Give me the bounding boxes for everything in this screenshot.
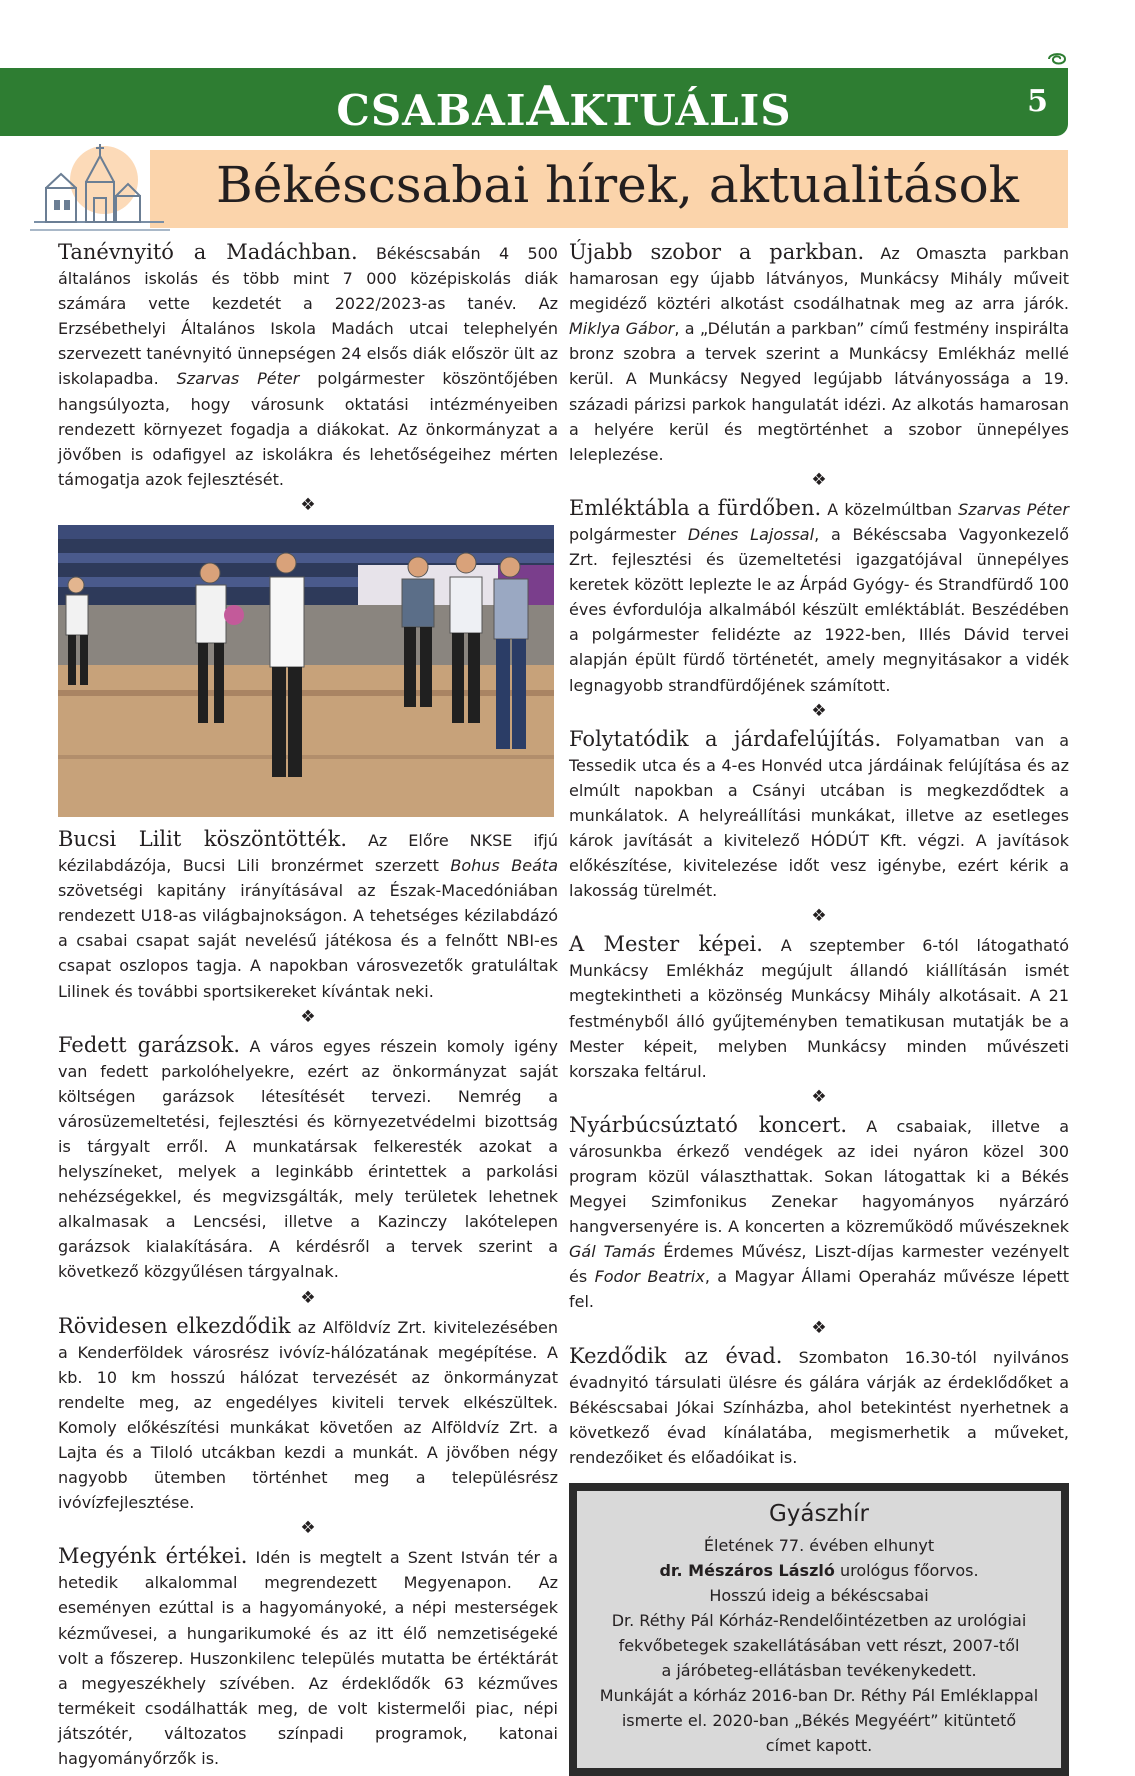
article-megyenap: Megyénk értékei. Idén is megtelt a Szent István tér a hetedik alkalommal megrendezett Megyenapon. Az eseményen ezúttal is a hagyományoké, a népi mesterségek kézművesei, a hungarikumoké és az itt élő nemzetiségeké volt a főszerep. Huszonkilenc település mutatta be értéktárát a megyeszékhely szívében. Az érdeklődők 63 kézműves termékeit csodálhatták meg, de volt kistermelői piac, népi játszótér, változatos színpadi programok, katonai hagyományőrzők is. — [58, 1544, 559, 1769]
article-emlektabla: Emléktábla a fürdőben. A közelmúltban Szarvas Péter polgármester Dénes Lajossal, a Békéscsaba Vagyonkezelő Zrt. fejlesztési és üzemeltetési igazgatójával ünnepélyes keretek között leplezte le az Árpád Gyógy- és Strandfürdő 100 éves évfordulója alkalmából készült emléktáblát. Beszédében a polgármester felidézte az 1922-ben, Illés Dávid tervei alapján épült fürdő történetét, amely megnyitásakor a vidék legnagyobb strandfürdőjének számított. — [569, 495, 1069, 695]
article-evad: Kezdődik az évad. Szombaton 16.30-tól nyilvános évadnyitó társulati ülésre és gálára várják az érdeklődőket a Békéscsabai Jókai Színházba, ahol betekintést nyerhetnek a következő évad kínálatába, megismerhetik a műveket, rendezőiket és előadóikat is. — [569, 1343, 1069, 1467]
award-photo — [58, 525, 554, 817]
article-mester-kepei: A Mester képei. A szeptember 6-tól látogatható Munkácsy Emlékház megújult állandó kiállításán ismét megtekintheti a közönség Munkácsy Mihály alkotásait. A 21 festményből álló gyűjteményben tematikusan mutatják be a Mester képeit, melyben Munkácsy minden művészeti korszaka feltárul. — [569, 932, 1069, 1081]
article-jardafelujitas: Folytatódik a járdafelújítás. Folyamatban van a Tessedik utca és a 4-es Honvéd utca járdáinak felújítása és az elmúlt napokban a Csányi utcában is megkezdődtek a munkálatok. A helyreállítási munkákat, illetve az esetleges károk javítását a kivitelező HÓDÚT Kft. végzi. A javítások előkészítése, kivitelezése időt vesz igénybe, ezért kérik a lakosság türelmét. — [569, 726, 1069, 901]
ornament-divider: ❖ — [811, 1086, 827, 1107]
article-szobor: Újabb szobor a parkban. Az Omaszta parkban hamarosan egy újabb látványos, Munkácsy Mihály műveit megidéző köztéri alkotást csodálhatnak meg az arra járók. Miklya Gábor, a „Délután a parkban” című festmény inspirálta bronz szobra a tervek szerint a Munkácsy Emlékház mellé kerül. A Munkácsy Negyed legújabb látványossága a 19. századi párizsi parkok hangulatát idézi. Az alkotás hamarosan a helyére kerül és megtörténhet a szobor ünnepélyes leleplezése. — [569, 240, 1069, 464]
ornament-divider: ❖ — [811, 700, 827, 721]
section-banner — [150, 150, 1068, 228]
ornament-divider: ❖ — [811, 906, 827, 927]
obituary-box: Gyászhír Életének 77. évében elhunyt dr. Mészáros László urológus főorvos. Hosszú ideig a békéscsabai Dr. Réthy Pál Kórház-Rendelőintézetben az urológiai fekvőbetegek szakellátásában vett részt, 2007-től a járóbeteg-ellátásban tevékenykedett. Munkáját a kórház 2016-ban Dr. Réthy Pál Emléklappal ismerte el. 2020-ban „Békés Megyéért” kitüntető címet kapott. — [569, 1483, 1069, 1776]
ornament-divider: ❖ — [300, 1518, 316, 1539]
ornament-divider: ❖ — [811, 1317, 827, 1338]
church-logo-icon — [24, 138, 176, 240]
section-title: Békéscsabai hírek, aktualitások — [216, 156, 1019, 214]
magazine-title: CSABAIAKTUÁLIS — [336, 74, 792, 138]
article-tanevnyito: Tanévnyitó a Madáchban. Békéscsabán 4 500 általános iskolás és több mint 7 000 középiskolás diák számára vette kezdetét a 2022/2023-as tanév. Az Erzsébethelyi Általános Iskola Madách utcai telephelyén szervezett tanévnyitó ünnepségen 24 elsős diák először ült az iskolapadba. Szarvas Péter polgármester köszöntőjében hangsúlyozta, hogy városunk oktatási intézményeiben rendezett környezet fogadja a diákokat. Az önkormányzat a jövőben is odafigyel az iskolákra és lehetőségeihez mérten támogatja azok fejlesztését. — [58, 240, 559, 489]
article-ivoviz: Rövidesen elkezdődik az Alföldvíz Zrt. kivitelezésében a Kenderföldek városrész ivóvíz-hálózatának megépítése. A kb. 10 km hosszú hálózat tervezését az önkormányzat rendelte meg, az engedélyes kiviteli tervek elkészültek. Komoly előkészítési munkákat követően az Alföldvíz Zrt. a Lajta és a Tiloló utcákban kezdi a munkát. A jövőben négy nagyobb ütemben történhet meg a településrész ivóvízfejlesztése. — [58, 1313, 558, 1513]
ornament-divider: ❖ — [300, 1287, 316, 1308]
ornament-divider: ❖ — [300, 494, 316, 515]
obituary-title: Gyászhír — [768, 1501, 869, 1528]
swirl-ornament-icon — [1046, 50, 1068, 68]
left-column — [58, 240, 558, 1771]
right-column — [569, 240, 1069, 1776]
article-koncert: Nyárbúcsúztató koncert. A csabaiak, illetve a városunkba érkező vendégek az idei nyáron közel 300 program közül választhattak. Sokan látogattak ki a Békés Megyei Szimfonikus Zenekar hagyományos nyárzáró hangversenyére is. A koncerten a közreműködő művészeknek Gál Tamás Érdemes Művész, Liszt-díjas karmester vezényelt és Fodor Beatrix, a Magyar Állami Operaház művésze lépett fel. — [569, 1112, 1070, 1312]
ornament-divider: ❖ — [811, 469, 827, 490]
ornament-divider: ❖ — [300, 1006, 316, 1027]
page-number: 5 — [1027, 84, 1048, 119]
article-bucsi-lili: Bucsi Lilit köszöntötték. Az Előre NKSE ifjú kézilabdázója, Bucsi Lili bronzérmet szerzett Bohus Beáta szövetségi kapitány irányításával az Észak-Macedóniában rendezett U18-as világbajnokságon. A tehetséges kézilabdázó a csabai csapat saját nevelésű játékosa és a felnőtt NBI-es csapat oszlopos tagja. A napokban városvezetők gratuláltak Lilinek és további sportsikereket kívántak neki. — [58, 826, 558, 1001]
magazine-header-bar — [0, 68, 1068, 136]
article-fedett-garazsok: Fedett garázsok. A város egyes részein komoly igény van fedett parkolóhelyekre, ezért az önkormányzat saját költségen garázsok létesítését tervezi. Nemrég a városüzemeltetési, fejlesztési és környezetvédelmi bizottság is tárgyalt erről. A munkatársak felkeresték azokat a helyszíneket, melyek a leginkább érintettek a parkolási nehézségekkel, és megvizsgálták, mely területek lehetnek alkalmasak a Lencsési, illetve a Kazinczy lakótelepen garázsok kialakítására. A kérdésről a tervek szerint a következő közgyűlésen tárgyalnak. — [58, 1032, 558, 1282]
